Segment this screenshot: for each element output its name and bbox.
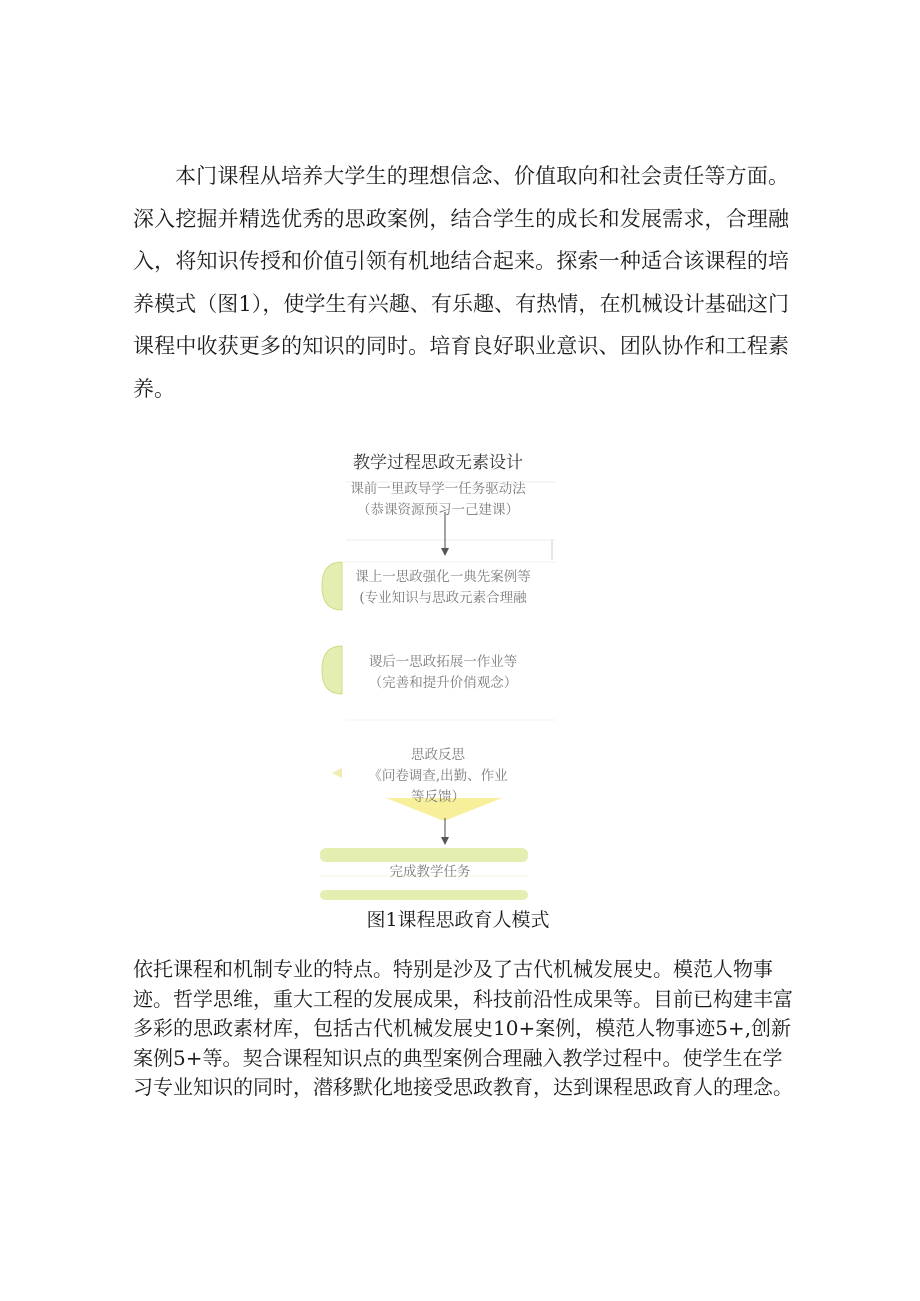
step-line: (专业知识与思政元素合理融 (359, 590, 527, 606)
body-paragraph: 依托课程和机制专业的特点。特别是沙及了古代机械发展史。模范人物事迹。哲学思维，重大工程的发展成果，科技前沿性成果等。目前已构建丰富多彩的思政素材库，包括古代机械发展史10+案例，模范人物事迹5+,创新案例5+等。契合课程知识点的典型案例合理融入教学过程中。使学生在学习专业知识的同时，潜移默化地接受思政教育，达到课程思政育人的理念。 (133, 957, 793, 1099)
step-line: 等反馈） (411, 789, 465, 805)
step-complete (318, 862, 542, 883)
figure-caption: 图1课程思政育人模式 (366, 909, 550, 931)
final-bar-bottom (320, 890, 528, 900)
final-bar-top (320, 848, 528, 862)
step-line: 课上一思政强化一典先案例等 (355, 569, 531, 585)
arrow-head-icon (441, 837, 449, 845)
flow-diagram (318, 440, 558, 910)
step-line: 谡后一思政拓展一作业等 (368, 654, 518, 670)
step-pre-class (318, 479, 558, 521)
step-reflection (318, 745, 558, 808)
step-line: 思政反思 (411, 747, 465, 763)
step-line: 课前一里政导学一任务驱动法 (350, 481, 526, 497)
step-after-class (328, 652, 558, 694)
intro-paragraph: 本门课程从培养大学生的理想信念、价值取向和社会责任等方面。深入挖掘并精选优秀的思政案例，结合学生的成长和发展需求，合理融入，将知识传授和价值引领有机地结合起来。探索一种适合该课程的培养模式（图1），使学生有兴趣、有乐趣、有热情，在机械设计基础这门课程中收获更多的知识的同时。培育良好职业意识、团队协作和工程素养。 (133, 164, 789, 401)
figure-title: 教学过程思政无素设计 (353, 453, 523, 473)
step-line: 完成教学任务 (389, 864, 471, 880)
step-line: （恭课资源预习一己建课） (357, 502, 519, 518)
arrow-head-icon (441, 548, 449, 556)
step-line: （完善和提升价俏观念） (368, 675, 518, 691)
step-in-class (328, 567, 558, 609)
step-line: 《问卷调查,出勤、作业 (368, 768, 508, 784)
